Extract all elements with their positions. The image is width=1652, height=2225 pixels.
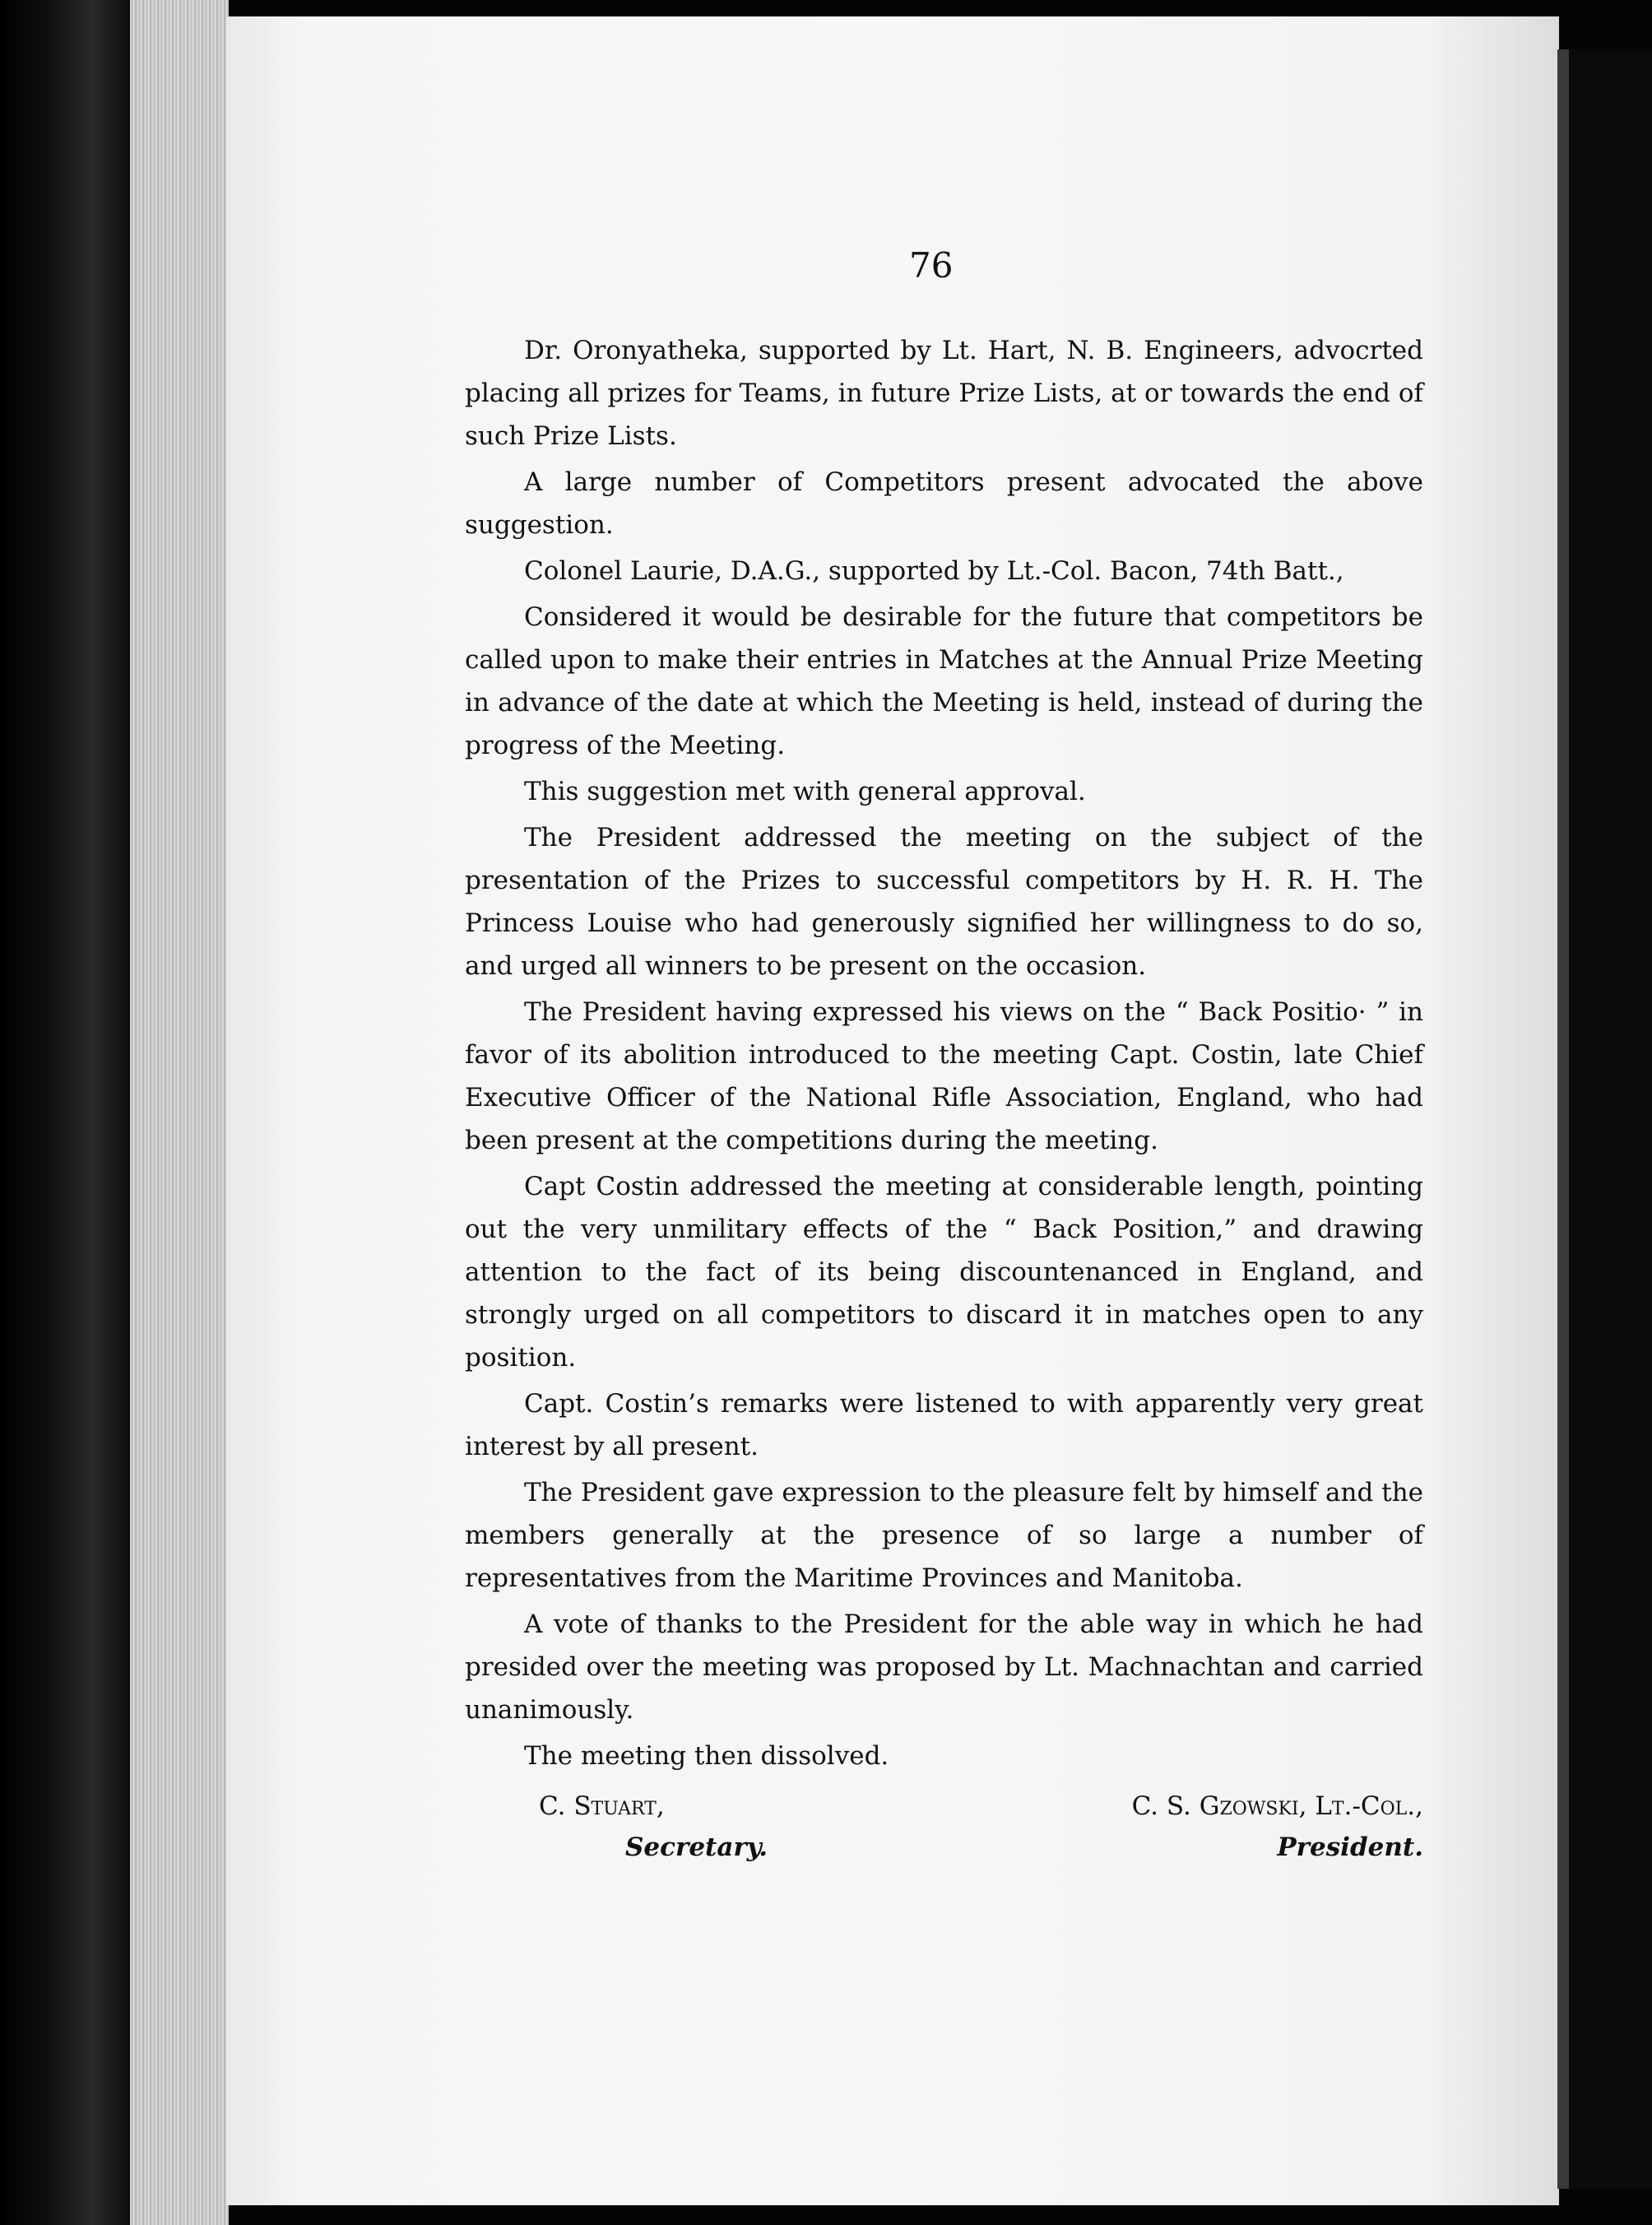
paragraph-1: Dr. Oronyatheka, supported by Lt. Hart, N. B. Engineers, advocrted placing all prizes for Teams, in future Prize Lists, at or towards the end of such Prize Lists.: [465, 336, 1423, 451]
president-name: C. S. Gzowski, Lt.-Col.,: [1131, 1791, 1423, 1821]
paragraph-9: Capt. Costin’s remarks were listened to with apparently very great interest by all present.: [465, 1389, 1423, 1461]
body-text: [465, 329, 1423, 1876]
secretary-name: C. Stuart,: [539, 1791, 665, 1821]
paragraph-11: A vote of thanks to the President for the able way in which he had presided over the meeting was proposed by Lt. Machnachtan and carried unanimously.: [465, 1610, 1423, 1725]
paragraph-6: The President addressed the meeting on the subject of the presentation of the Prizes to successful competitors by H. R. H. The Princess Louise who had generously signified her willingness to do so, and urged all winners to be present on the occasion.: [465, 823, 1423, 981]
president-title: President.: [1277, 1832, 1423, 1862]
paragraph-12: The meeting then dissolved.: [524, 1741, 889, 1771]
paragraph-2: A large number of Competitors present advocated the above suggestion.: [465, 467, 1423, 540]
paragraph-7: The President having expressed his views on the “ Back Positio· ” in favor of its abolition introduced to the meeting Capt. Costin, late Chief Executive Officer of the National Rifle Association, England, who had been present at the competitions during the meeting.: [465, 997, 1423, 1155]
page-edges: [130, 0, 229, 2225]
paragraph-4: Considered it would be desirable for the future that competitors be called upon to make their entries in Matches at the Annual Prize Meeting in advance of the date at which the Meeting is held, instead of during the progress of the Meeting.: [465, 602, 1423, 760]
facing-page-sliver: [1557, 49, 1569, 2189]
secretary-title: Secretary.: [625, 1832, 768, 1862]
paragraph-8: Capt Costin addressed the meeting at considerable length, pointing out the very unmilitary effects of the “ Back Position,” and drawing attention to the fact of its being discountenanced in England, and strongly urged on all competitors to discard it in matches open to any position.: [465, 1172, 1423, 1373]
president-signature: [1132, 1786, 1423, 1868]
secretary-signature: [539, 1786, 768, 1868]
book-binding: [0, 0, 132, 2225]
page-number: 76: [909, 245, 954, 286]
paragraph-10: The President gave expression to the pleasure felt by himself and the members generally at the presence of so large a number of representatives from the Maritime Provinces and Manitoba.: [465, 1478, 1423, 1593]
paragraph-5: This suggestion met with general approval.: [524, 777, 1086, 806]
paragraph-3: Colonel Laurie, D.A.G., supported by Lt.-Col. Bacon, 74th Batt.,: [524, 556, 1344, 586]
facing-page-edge: [1557, 49, 1652, 2189]
signature-block: [465, 1786, 1423, 1876]
